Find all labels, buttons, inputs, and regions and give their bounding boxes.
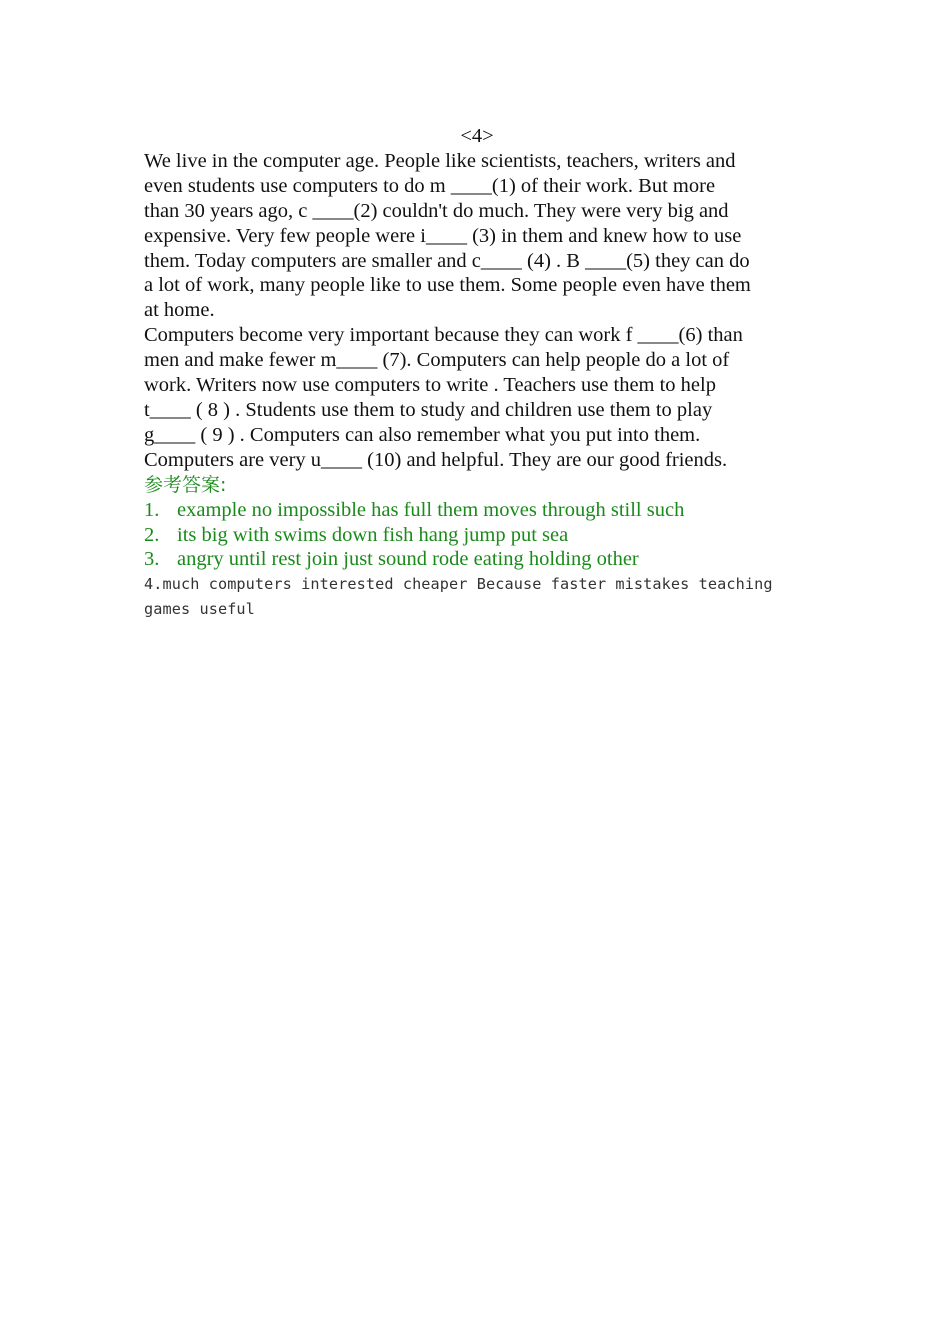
answer-item-2 — [144, 523, 810, 548]
answer-text: angry until rest join just sound rode eating holding other — [177, 548, 639, 571]
passage-heading: <4> — [460, 125, 494, 147]
answer-item-4: 4.much computers interested cheaper Because faster mistakes teaching games useful — [144, 575, 773, 619]
answer-number: 1. — [144, 498, 160, 521]
answer-text: example no impossible has full them moves through still such — [177, 498, 685, 521]
document-page — [144, 124, 810, 622]
passage-paragraph-2: Computers become very important because they can work f ____(6) than men and make fewer m____ (7). Computers can help people do a lot of work. Writers now use computers to write . Teachers use them to help t____ ( 8 ) . Students use them to study and children use them to play g____ ( 9 ) . Computers can also remember what you put into them. Computers are very u____ (10) and helpful. They are our good friends. — [144, 324, 743, 471]
answer-number: 3. — [144, 548, 160, 571]
answer-number: 2. — [144, 523, 160, 546]
passage-paragraph-1: We live in the computer age. People like scientists, teachers, writers and even students use computers to do m ____(1) of their work. But more than 30 years ago, c ____(2) couldn't do much. They were very big and expensive. Very few people were i____ (3) in them and knew how to use them. Today computers are smaller and c____ (4) . B ____(5) they can do a lot of work, many people like to use them. Some people even have them at home. — [144, 149, 751, 322]
answer-text: its big with swims down fish hang jump put sea — [177, 523, 569, 546]
answer-section — [144, 473, 810, 623]
answer-item-1 — [144, 498, 810, 523]
answer-item-3 — [144, 547, 810, 572]
answers-title: 参考答案: — [144, 473, 227, 496]
